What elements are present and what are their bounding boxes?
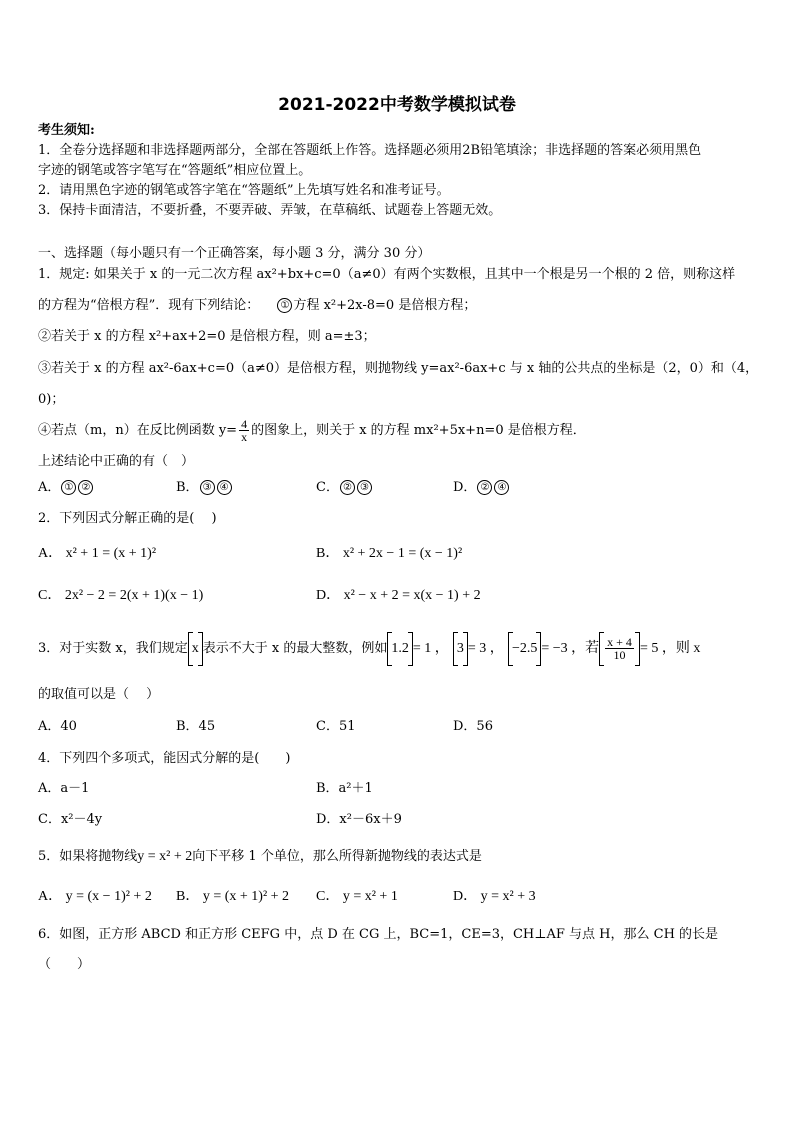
q1-conclusion-4-text-b: 的图象上，则关于 x 的方程 mx²+5x+n=0 是倍根方程． [251,423,586,438]
notice-item-2: 2．请用黑色字迹的钢笔或答字笔在“答题纸”上先填写姓名和准考证号。 [38,183,450,198]
option-label: C． [316,480,339,495]
circle-num: ② [340,480,355,495]
floor-example-3: −2.5 [508,632,541,666]
notice-item-3: 3．保持卡面清洁，不要折叠，不要弄破、弄皱，在草稿纸、试题卷上答题无效。 [38,203,502,218]
q4-option-a[interactable]: A．a－1 [38,781,90,796]
q2-option-d[interactable]: D． x² − x + 2 = x(x − 1) + 2 [316,588,481,603]
circle-num: ④ [217,480,232,495]
fraction-numerator: 4 [241,417,248,431]
q5-option-c[interactable]: C． y = x² + 1 [316,889,398,904]
fraction-denominator: 10 [613,648,626,663]
q3-option-a[interactable]: A．40 [38,719,77,734]
circle-num-1: ① [277,298,292,313]
circle-num: ③ [200,480,215,495]
q3-text-c: = 5 ，则 x [639,641,701,656]
option-label: B． [176,480,199,495]
floor-fraction-bracket [599,632,640,666]
floor-example-2-value: = 3 ， [467,641,504,656]
q1-option-d[interactable] [453,479,510,497]
q4-stem: 4．下列四个多项式，能因式分解的是( ) [38,751,291,766]
circle-num: ② [78,480,93,495]
exam-title: 2021-2022中考数学模拟试卷 [278,95,516,115]
notice-item-1-cont: 字迹的钢笔或答字笔写在“答题纸”相应位置上。 [38,163,312,178]
q1-line-2-text: 的方程为“倍根方程”．现有下列结论： [38,298,260,313]
q1-option-a[interactable] [38,479,94,497]
floor-bracket-x: x [188,632,203,666]
q5-option-d[interactable]: D． y = x² + 3 [453,889,536,904]
q3-line-2: 的取值可以是（ ） [38,687,160,702]
circle-num: ③ [357,480,372,495]
q6-line-2: （ ） [38,957,91,972]
q3-option-c[interactable]: C．51 [316,719,356,734]
q1-conclusion-4 [38,416,586,446]
q2-option-b[interactable]: B． x² + 2x − 1 = (x − 1)² [316,546,463,561]
q3-option-b[interactable]: B．45 [176,719,216,734]
q5-parabola: y = x² + 2 [137,849,193,864]
q5-option-a[interactable]: A． y = (x − 1)² + 2 [38,889,152,904]
q5-option-b[interactable]: B． y = (x + 1)² + 2 [176,889,290,904]
q1-conclusion-1: 方程 x²+2x-8=0 是倍根方程； [293,298,477,313]
q3-line-1 [38,632,700,666]
notice-heading: 考生须知: [38,123,95,138]
q1-conclusion-3: ③若关于 x 的方程 ax²-6ax+c=0（a≠0）是倍根方程，则抛物线 y=ax²-6ax+c 与 x 轴的公共点的坐标是（2，0）和（4， [38,361,759,376]
q4-option-b[interactable]: B．a²＋1 [316,781,373,796]
circle-num: ② [477,480,492,495]
option-label: D． [453,480,477,495]
q1-question: 上述结论中正确的有（ ） [38,454,195,469]
q4-option-c[interactable]: C．x²－4y [38,812,103,827]
q1-line-1: 1．规定: 如果关于 x 的一元二次方程 ax²+bx+c=0（a≠0）有两个实数根，且其中一个根是另一个根的 2 倍，则称这样 [38,267,736,282]
floor-example-2: 3 [453,632,468,666]
floor-example-1-value: = 1 ， [412,641,449,656]
q2-stem: 2．下列因式分解正确的是( ) [38,511,217,526]
q1-option-c[interactable] [316,479,373,497]
section-heading: 一、选择题（每小题只有一个正确答案，每小题 3 分，满分 30 分） [38,246,431,261]
q4-option-d[interactable]: D．x²－6x＋9 [316,812,402,827]
q3-text-a: 3．对于实数 x，我们规定 [38,641,188,656]
fraction-4-over-x [239,418,249,443]
q2-option-a[interactable]: A． x² + 1 = (x + 1)² [38,546,157,561]
notice-item-1: 1．全卷分选择题和非选择题两部分，全部在答题纸上作答。选择题必须用2B铅笔填涂；非选择题的答案必须用黑色 [38,143,702,158]
q2-option-c[interactable]: C． 2x² − 2 = 2(x + 1)(x − 1) [38,588,204,603]
q5-text-b: 向下平移 1 个单位，那么所得新抛物线的表达式是 [192,849,482,864]
q3-text-b: 表示不大于 x 的最大整数，例如 [202,641,388,656]
option-label: A． [38,480,61,495]
fraction-numerator: x + 4 [607,635,632,650]
circle-num: ④ [494,480,509,495]
circle-num: ① [61,480,76,495]
q1-line-2 [38,297,476,315]
fraction-x-plus-4-over-10 [605,636,634,661]
q1-option-b[interactable] [176,479,233,497]
q3-option-d[interactable]: D．56 [453,719,493,734]
q1-conclusion-2: ②若关于 x 的方程 x²+ax+2=0 是倍根方程，则 a=±3； [38,329,376,344]
q5-text-a: 5．如果将抛物线 [38,849,138,864]
floor-example-1: 1.2 [387,632,413,666]
floor-example-3-value: = −3 ，若 [541,641,600,656]
q1-conclusion-4-text-a: ④若点（m，n）在反比例函数 y= [38,423,238,438]
q1-conclusion-3-cont: 0)； [38,392,65,407]
fraction-denominator: x [241,430,248,444]
q5-stem [38,848,482,866]
q6-line-1: 6．如图，正方形 ABCD 和正方形 CEFG 中，点 D 在 CG 上，BC=1，CE=3，CH⊥AF 与点 H，那么 CH 的长是 [38,927,719,942]
